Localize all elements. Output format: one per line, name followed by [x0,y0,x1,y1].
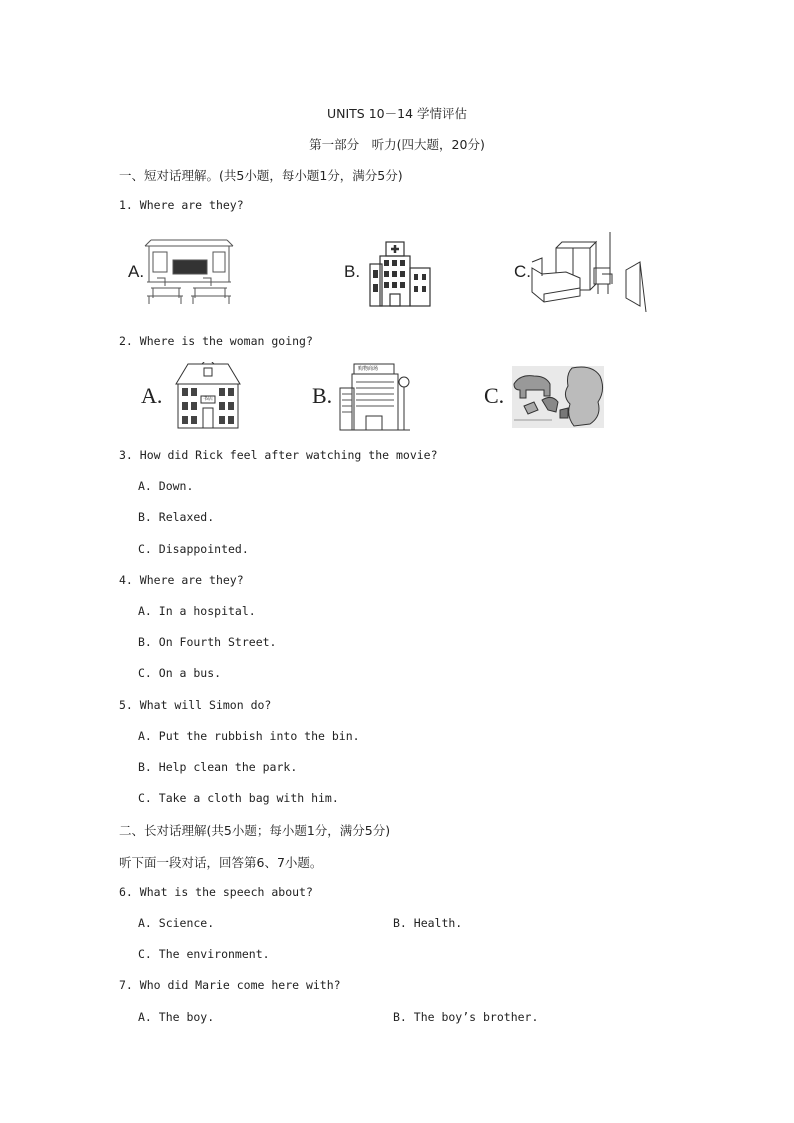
question-text: Where are they? [139,198,244,212]
option-7a[interactable]: A. The boy. [138,1010,215,1024]
option-3a[interactable]: A. Down. [138,479,194,493]
library-sign: 书店 [203,396,214,402]
mall-sign: 购物商场 [358,366,379,372]
page-subtitle: 第一部分 听力(四大题，20分) [309,137,485,152]
question-7 [119,978,341,992]
question-6 [119,885,313,899]
question-number: 7. [119,978,133,992]
option-6a[interactable]: A. Science. [138,916,215,930]
section2-instruction: 听下面一段对话，回答第6、7小题。 [119,855,323,870]
picture-label-b[interactable]: B. [312,383,333,408]
question-text: What will Simon do? [139,698,272,712]
question-text: Where are they? [139,573,244,587]
option-6b[interactable]: B. Health. [393,916,463,930]
option-5c[interactable]: C. Take a cloth bag with him. [138,791,339,805]
option-5a[interactable]: A. Put the rubbish into the bin. [138,729,360,743]
question-text: How did Rick feel after watching the movie? [139,448,438,462]
option-5b[interactable]: B. Help clean the park. [138,760,298,774]
section1-heading: 一、短对话理解。(共5小题，每小题1分，满分5分) [119,168,403,183]
question-3 [119,448,438,462]
hospital-icon[interactable] [366,240,434,308]
question-number: 5. [119,698,133,712]
picture-label-a[interactable]: A. [128,262,145,281]
bedroom-icon[interactable] [530,232,648,314]
question-5 [119,698,271,712]
option-4b[interactable]: B. On Fourth Street. [138,635,277,649]
question-number: 4. [119,573,133,587]
question-text: What is the speech about? [139,885,313,899]
option-7b[interactable]: B. The boy’s brother. [393,1010,539,1024]
question-number: 1. [119,198,133,212]
question-4 [119,573,244,587]
mall-icon[interactable] [338,362,412,432]
question-number: 6. [119,885,133,899]
question-2 [119,334,313,348]
option-4a[interactable]: A. In a hospital. [138,604,256,618]
section2-heading: 二、长对话理解(共5小题；每小题1分，满分5分) [119,823,391,838]
page-title: UNITS 10－14 学情评估 [326,106,467,121]
question-text: Who did Marie come here with? [139,978,341,992]
question-number: 3. [119,448,133,462]
option-4c[interactable]: C. On a bus. [138,666,222,680]
option-3c[interactable]: C. Disappointed. [138,542,249,556]
picture-label-b[interactable]: B. [344,262,361,281]
picture-label-c[interactable]: C. [514,262,531,281]
picture-label-c[interactable]: C. [484,383,505,408]
question-1 [119,198,244,212]
picture-label-a[interactable]: A. [141,383,163,408]
question-number: 2. [119,334,133,348]
zoo-icon[interactable] [512,366,604,428]
option-6c[interactable]: C. The environment. [138,947,270,961]
classroom-icon[interactable] [143,238,235,304]
option-3b[interactable]: B. Relaxed. [138,510,215,524]
question-text: Where is the woman going? [139,334,313,348]
